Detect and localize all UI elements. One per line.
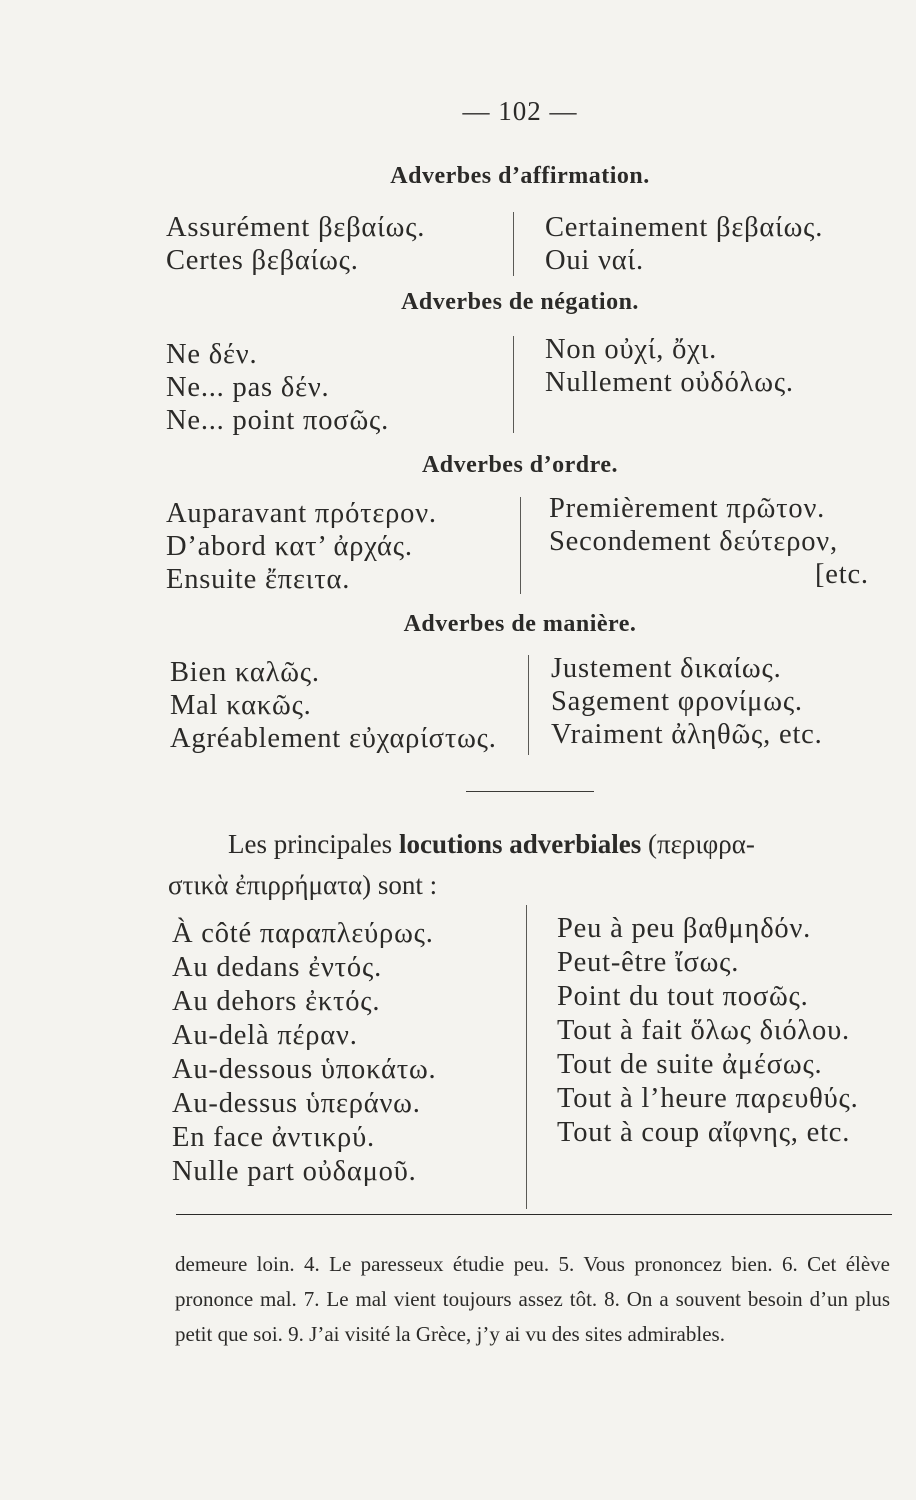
list-item: Point du tout ποσῶς. xyxy=(557,981,809,1012)
list-item: Nullement οὐδόλως. xyxy=(545,367,794,398)
heading-maniere: Adverbes de manière. xyxy=(403,611,637,637)
heading-ordre: Adverbes d’ordre. xyxy=(421,452,619,478)
heading-affirmation: Adverbes d’affirmation. xyxy=(390,163,650,189)
list-item: Non οὐχί, ὄχι. xyxy=(545,334,718,365)
list-item: Ne... pas δέν. xyxy=(166,372,330,403)
list-item: Au dehors ἐκτός. xyxy=(172,986,381,1017)
footer-rule xyxy=(176,1214,892,1215)
list-item: Peu à peu βαθμηδόν. xyxy=(557,913,812,944)
list-item: Nulle part οὐδαμοῦ. xyxy=(172,1156,417,1187)
list-item: Au-dessus ὑπεράνω. xyxy=(172,1088,421,1119)
list-item: Ne δέν. xyxy=(166,339,258,370)
list-item: Secondement δεύτερον, xyxy=(549,526,838,557)
list-item: Justement δικαίως. xyxy=(551,653,782,684)
heading-negation: Adverbes de négation. xyxy=(401,289,639,315)
list-item: Mal κακῶς. xyxy=(170,690,312,721)
list-item: Auparavant πρότερον. xyxy=(166,498,437,529)
list-item: Assurément βεβαίως. xyxy=(166,212,426,243)
intro-text: Les principales xyxy=(228,829,393,859)
list-item: Certes βεβαίως. xyxy=(166,245,359,276)
page-number: — 102 — xyxy=(462,96,578,126)
list-item: Ne... point ποσῶς. xyxy=(166,405,390,436)
list-item: Au dedans ἐντός. xyxy=(172,952,382,983)
list-item: Ensuite ἔπειτα. xyxy=(166,564,351,595)
list-item: Certainement βεβαίως. xyxy=(545,212,824,243)
list-item: À côté παραπλεύρως. xyxy=(172,918,434,949)
list-item: Vraiment ἀληθῶς, etc. xyxy=(551,719,823,750)
column-divider xyxy=(528,655,529,755)
list-item: Au-dessous ὑποκάτω. xyxy=(172,1054,437,1085)
column-divider xyxy=(520,497,521,594)
list-item: Agréablement εὐχαρίστως. xyxy=(170,723,497,754)
list-item: Tout à coup αἴφνης, etc. xyxy=(557,1117,851,1148)
list-item: Peut-être ἴσως. xyxy=(557,947,740,978)
list-item: Bien καλῶς. xyxy=(170,657,320,688)
exercise-text: demeure loin. 4. Le paresseux étudie peu. 5. Vous prononcez bien. 6. Cet élève prononce mal. 7. Le mal vient toujours assez tôt. 8. On a souvent besoin d’un plus petit que soi. 9. J’ai visité la Grèce, j’y ai vu des sites admirables. xyxy=(175,1252,890,1346)
column-divider xyxy=(526,905,527,1209)
separator-line xyxy=(466,791,594,792)
list-item: Tout à l’heure παρευθύς. xyxy=(557,1083,859,1114)
list-item: Oui ναί. xyxy=(545,245,644,276)
list-item: Tout à fait ὅλως διόλου. xyxy=(557,1015,850,1046)
list-item: Premièrement πρῶτον. xyxy=(549,493,826,524)
list-item: En face ἀντικρύ. xyxy=(172,1122,375,1153)
list-item: D’abord κατ’ ἀρχάς. xyxy=(166,531,413,562)
list-item: [etc. xyxy=(815,559,869,590)
list-item: Tout de suite ἀμέσως. xyxy=(557,1049,823,1080)
intro-line-2: στικὰ ἐπιρρήματα) sont : xyxy=(168,870,438,900)
intro-paren-text: (περιφρα- xyxy=(647,829,755,859)
column-divider xyxy=(513,212,514,276)
locutions-intro xyxy=(168,824,878,906)
column-divider xyxy=(513,336,514,433)
list-item: Au-delà πέραν. xyxy=(172,1020,358,1051)
intro-bold-text: locutions adverbiales xyxy=(398,829,642,859)
list-item: Sagement φρονίμως. xyxy=(551,686,803,717)
